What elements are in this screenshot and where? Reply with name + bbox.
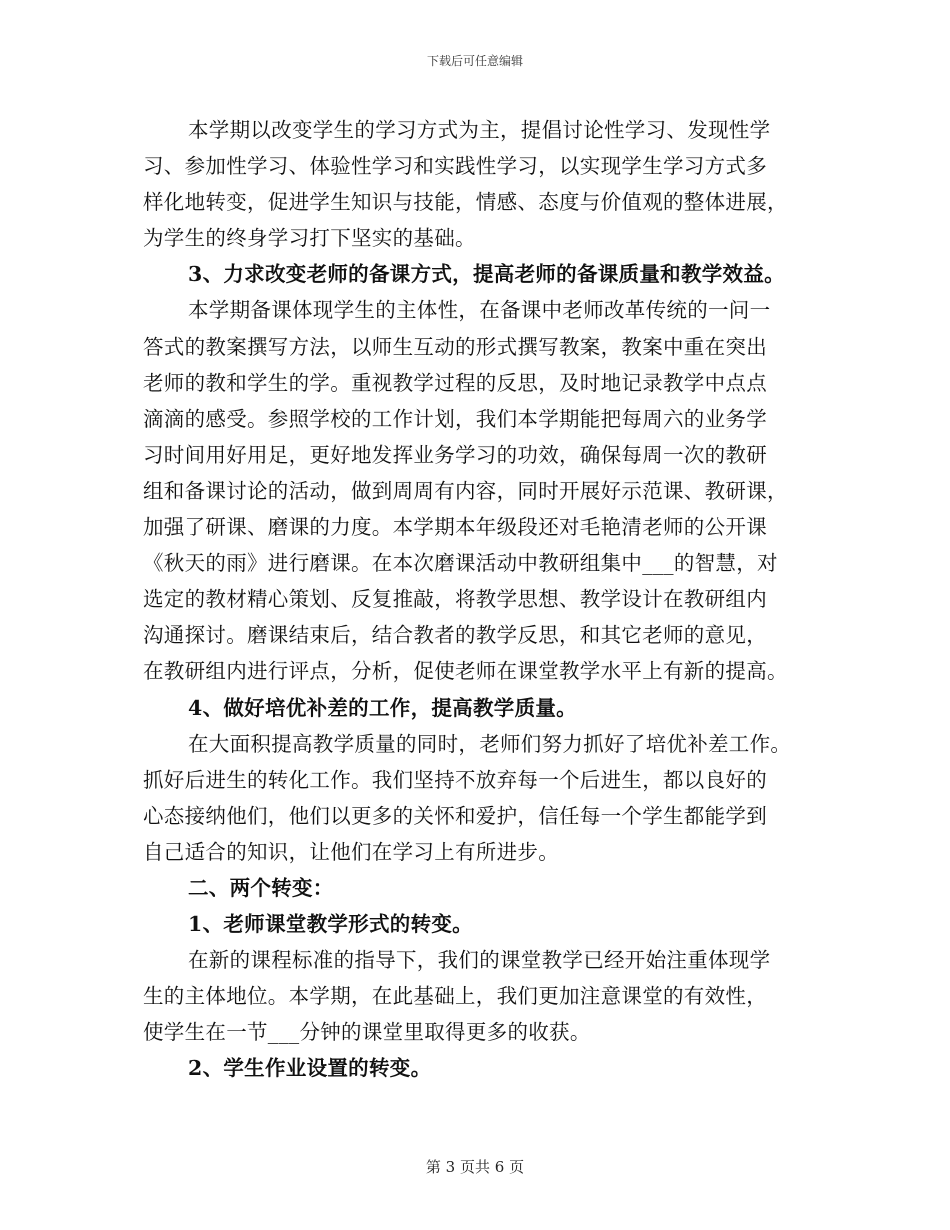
paragraph-line: 在教研组内进行评点，分析，促使老师在课堂教学水平上有新的提高。 [143,659,788,684]
paragraph-line: 老师的教和学生的学。重视教学过程的反思，及时地记录教学中点点 [143,370,767,395]
paragraph-line: 在新的课程标准的指导下，我们的课堂教学已经开始注重体现学 [188,948,771,973]
section-heading: 1、老师课堂教学形式的转变。 [188,912,473,937]
paragraph-line: 为学生的终身学习打下坚实的基础。 [143,226,476,251]
document-body [143,112,813,1087]
paragraph-line: 样化地转变，促进学生知识与技能，情感、态度与价值观的整体进展， [143,190,788,215]
paragraph-line: 心态接纳他们，他们以更多的关怀和爱护，信任每一个学生都能学到 [143,803,767,828]
paragraph-line: 沟通探讨。磨课结束后，结合教者的教学反思，和其它老师的意见， [143,623,767,648]
paragraph-line: 答式的教案撰写方法，以师生互动的形式撰写教案，教案中重在突出 [143,334,767,359]
paragraph-line: 使学生在一节___分钟的课堂里取得更多的收获。 [143,1020,591,1045]
paragraph-line: 习、参加性学习、体验性学习和实践性学习，以实现学生学习方式多 [143,154,767,179]
page-header: 下载后可任意编辑 [426,54,523,68]
section-heading: 3、力求改变老师的备课方式，提高老师的备课质量和教学效益。 [188,262,785,287]
paragraph-line: 本学期以改变学生的学习方式为主，提倡讨论性学习、发现性学 [188,118,771,142]
section-heading: 二、两个转变： [188,875,334,900]
section-heading: 2、学生作业设置的转变。 [188,1056,432,1081]
paragraph-line: 抓好后进生的转化工作。我们坚持不放弃每一个后进生，都以良好的 [143,767,767,792]
paragraph-line: 本学期备课体现学生的主体性，在备课中老师改革传统的一问一 [188,298,771,323]
paragraph-line: 在大面积提高教学质量的同时，老师们努力抓好了培优补差工作。 [188,731,792,756]
paragraph-line: 滴滴的感受。参照学校的工作计划，我们本学期能把每周六的业务学 [143,406,767,431]
paragraph-line: 生的主体地位。本学期，在此基础上，我们更加注意课堂的有效性， [143,984,767,1009]
paragraph-line: 《秋天的雨》进行磨课。在本次磨课活动中教研组集中___的智慧，对 [143,551,778,576]
section-heading: 4、做好培优补差的工作，提高教学质量。 [188,695,577,720]
paragraph-line: 加强了研课、磨课的力度。本学期本年级段还对毛艳清老师的公开课 [143,515,767,540]
page-footer: 第 3 页共 6 页 [425,1158,525,1176]
paragraph-line: 组和备课讨论的活动，做到周周有内容，同时开展好示范课、教研课， [143,478,788,503]
paragraph-line: 自己适合的知识，让他们在学习上有所进步。 [143,839,559,864]
paragraph-line: 选定的教材精心策划、反复推敲，将教学思想、教学设计在教研组内 [143,587,767,612]
paragraph-line: 习时间用好用足，更好地发挥业务学习的功效，确保每周一次的教研 [143,442,767,467]
